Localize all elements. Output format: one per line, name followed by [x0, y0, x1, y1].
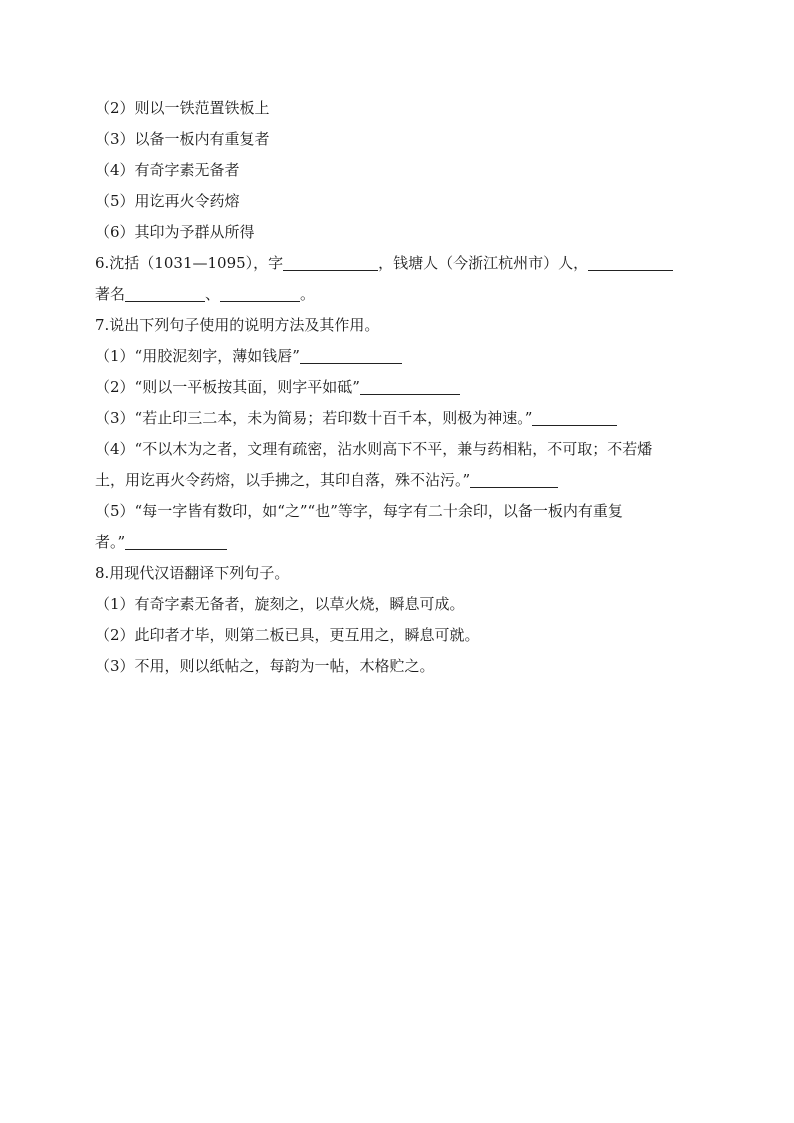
q7-item [95, 372, 705, 403]
q7-item: （5）“每一字皆有数印，如“之”“也”等字，每字有二十余印，以备一板内有重复 [95, 502, 623, 520]
q6-text: 、 [205, 285, 221, 303]
q6-line-1 [95, 248, 705, 279]
q7-item [95, 527, 705, 558]
answer-blank[interactable] [588, 252, 673, 271]
q8-title: 8.用现代汉语翻译下列句子。 [95, 564, 290, 582]
answer-blank[interactable] [470, 469, 558, 488]
q6-text: ，钱塘人（今浙江杭州市）人， [378, 254, 589, 272]
q5-item: （4）有奇字素无备者 [95, 161, 240, 179]
q7-item [95, 465, 705, 496]
q6-text: 6.沈括（1031—1095），字 [95, 254, 284, 272]
q7-item [95, 341, 705, 372]
q5-item: （5）用讫再火令药熔 [95, 192, 240, 210]
q7-title: 7.说出下列句子使用的说明方法及其作用。 [95, 316, 380, 334]
q7-text: （3）“若止印三二本，未为简易；若印数十百千本，则极为神速。” [95, 409, 533, 427]
q7-text: （2）“则以一平板按其面，则字平如砥” [95, 378, 360, 396]
q8-item: （3）不用，则以纸帖之，每韵为一帖，木格贮之。 [95, 657, 435, 675]
answer-blank[interactable] [125, 283, 205, 302]
q7-text: 土，用讫再火令药熔，以手拂之，其印自落，殊不沾污。” [95, 471, 471, 489]
q5-item: （3）以备一板内有重复者 [95, 130, 270, 148]
q7-text: 者。” [95, 533, 126, 551]
answer-blank[interactable] [125, 531, 227, 550]
q6-text: 著名 [95, 285, 126, 303]
q6-line-2 [95, 279, 705, 310]
answer-blank[interactable] [360, 376, 460, 395]
q8-item: （2）此印者才毕，则第二板已具，更互用之，瞬息可就。 [95, 626, 480, 644]
answer-blank[interactable] [220, 283, 300, 302]
q7-item: （4）“不以木为之者，文理有疏密，沾水则高下不平，兼与药相粘，不可取；不若燔 [95, 440, 653, 458]
answer-blank[interactable] [300, 345, 402, 364]
q7-item [95, 403, 705, 434]
q6-text: 。 [300, 285, 316, 303]
q5-item: （6）其印为予群从所得 [95, 223, 255, 241]
q5-item: （2）则以一铁范置铁板上 [95, 99, 270, 117]
q8-item: （1）有奇字素无备者，旋刻之，以草火烧，瞬息可成。 [95, 595, 465, 613]
q7-text: （1）“用胶泥刻字，薄如钱唇” [95, 347, 300, 365]
answer-blank[interactable] [532, 407, 617, 426]
answer-blank[interactable] [283, 252, 378, 271]
document-body [95, 93, 705, 682]
